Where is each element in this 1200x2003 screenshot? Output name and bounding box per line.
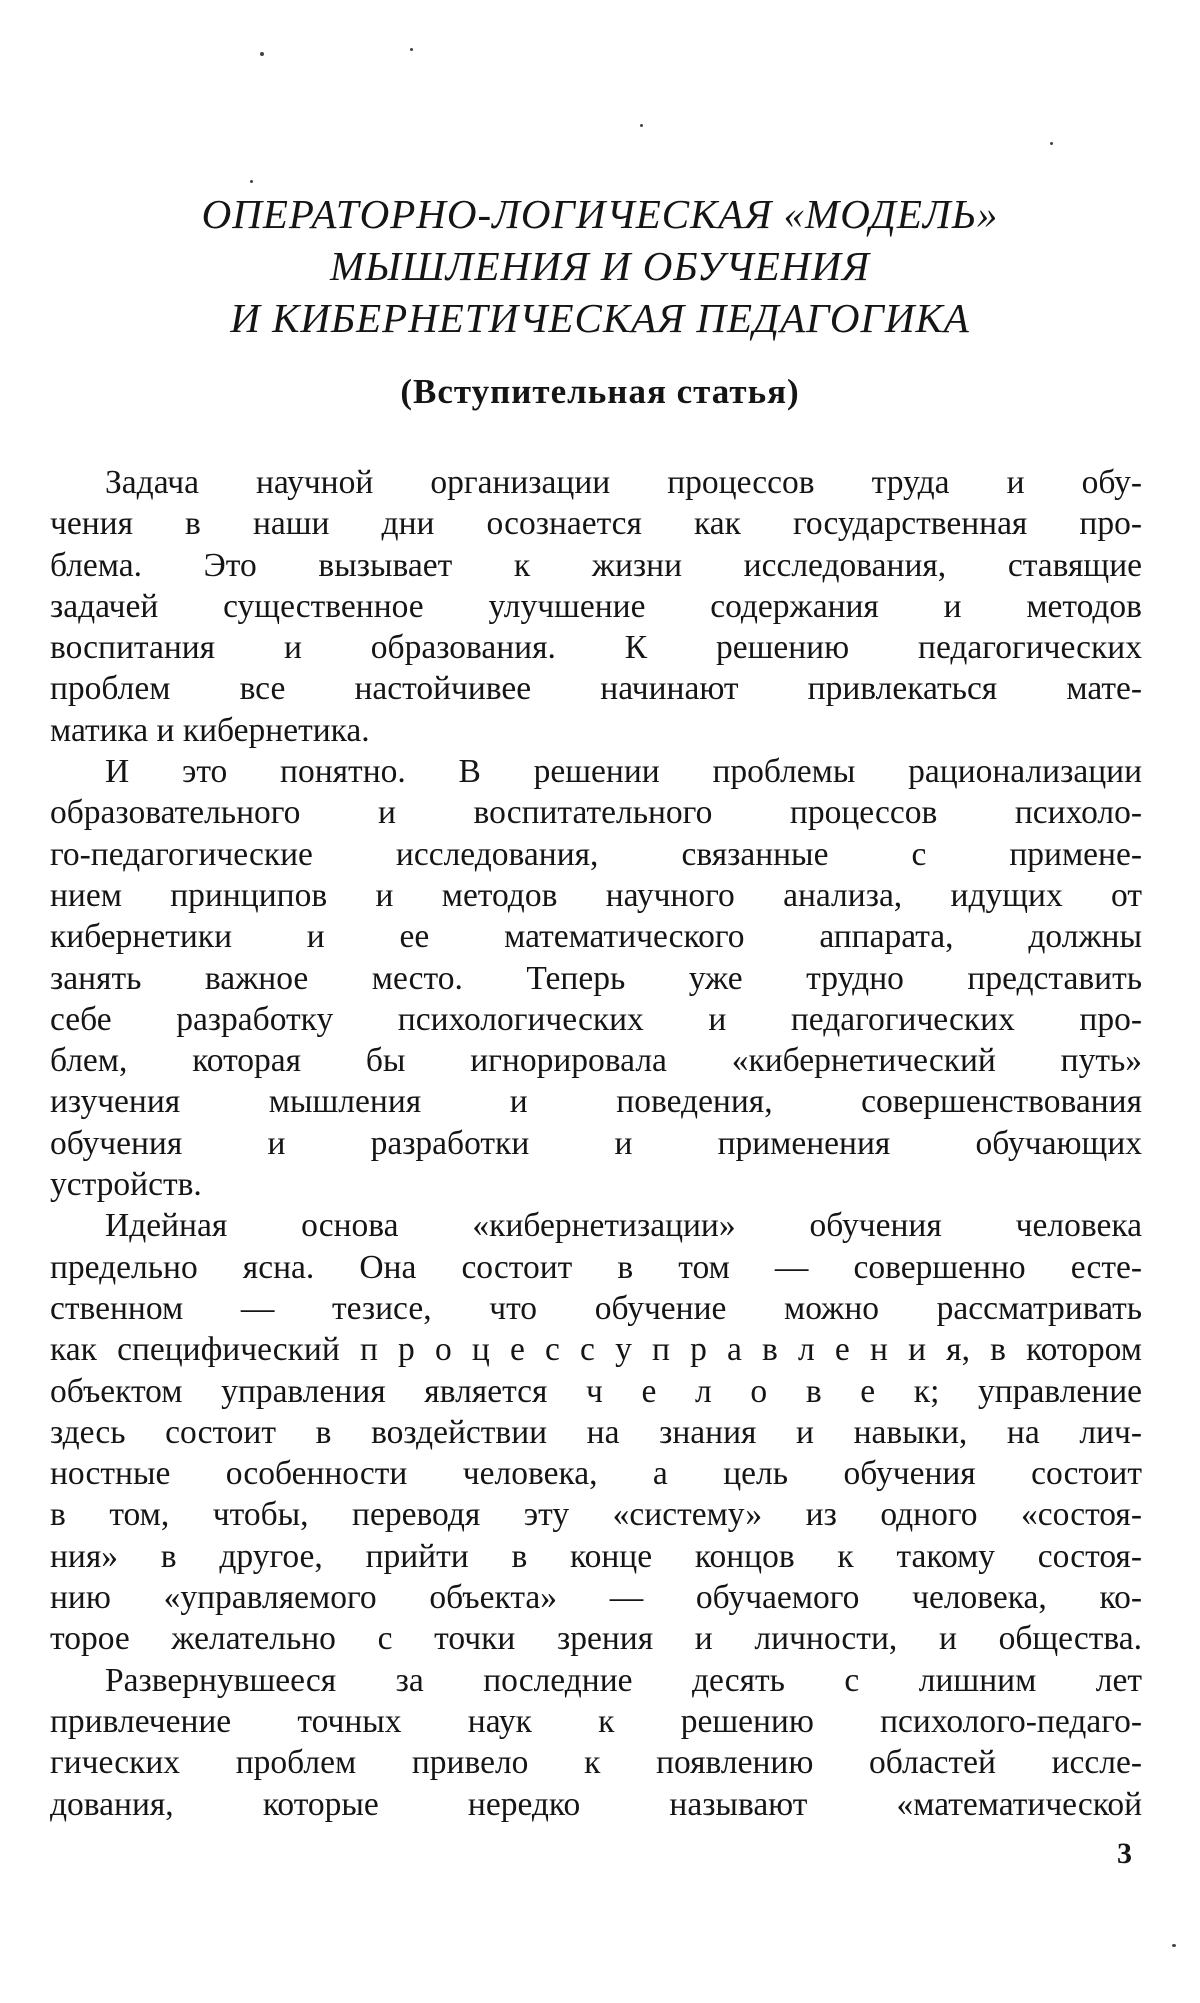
scan-speck [410, 48, 413, 51]
text-line: образовательного и воспитательного процессов психоло- [50, 794, 1142, 832]
text-line: себе разработку психологических и педагогических про- [50, 1000, 1142, 1038]
scan-speck [1172, 1944, 1176, 1947]
paragraph-3 [50, 1205, 1142, 1659]
text-line: объектом управления является ч е л о в е к; управление [50, 1372, 1142, 1410]
text-line: го-педагогические исследования, связанные с примене- [50, 835, 1142, 873]
text-line: задачей существенное улучшение содержания и методов [50, 587, 1142, 625]
text-line: ственном — тезисе, что обучение можно рассматривать [50, 1289, 1142, 1327]
text-line: матика и кибернетика. [50, 711, 370, 749]
text-line: И это понятно. В решении проблемы рационализации [105, 753, 1142, 791]
text-line: гических проблем привело к появлению областей иссле- [50, 1744, 1142, 1782]
text-line: устройств. [50, 1166, 202, 1204]
paragraph-1 [50, 462, 1142, 751]
text-line: проблем все настойчивее начинают привлекаться мате- [50, 670, 1142, 708]
text-line: как специфический п р о ц е с с у п р а в л е н и я, в котором [50, 1331, 1142, 1369]
scan-speck [1050, 142, 1053, 145]
article-header [100, 188, 1100, 414]
article-body [50, 462, 1142, 1825]
text-line: в том, чтобы, переводя эту «систему» из одного «состоя- [50, 1496, 1142, 1534]
scan-speck [250, 180, 253, 183]
text-line: ностные особенности человека, а цель обучения состоит [50, 1455, 1142, 1493]
text-line: Идейная основа «кибернетизации» обучения человека [105, 1207, 1142, 1245]
text-line: нием принципов и методов научного анализа, идущих от [50, 876, 1142, 914]
text-line: предельно ясна. Она состоит в том — совершенно есте- [50, 1248, 1142, 1286]
text-line: воспитания и образования. К решению педагогических [50, 629, 1142, 667]
article-subtitle: (Вступительная статья) [400, 372, 800, 411]
text-line: блем, которая бы игнорировала «кибернетический путь» [50, 1042, 1142, 1080]
text-line: здесь состоит в воздействии на знания и навыки, на лич- [50, 1413, 1142, 1451]
text-line: чения в наши дни осознается как государственная про- [50, 505, 1142, 543]
scan-speck [260, 52, 264, 56]
text-line: Задача научной организации процессов труда и обу- [105, 464, 1142, 501]
text-line: нию «управляемого объекта» — обучаемого человека, ко- [50, 1579, 1142, 1617]
title-line-2: МЫШЛЕНИЯ И ОБУЧЕНИЯ [330, 243, 870, 289]
text-line: торое желательно с точки зрения и личности, и общества. [50, 1620, 1142, 1658]
text-line: дования, которые нередко называют «математической [50, 1785, 1142, 1823]
text-line: изучения мышления и поведения, совершенствования [50, 1083, 1142, 1121]
text-line: занять важное место. Теперь уже трудно представить [50, 959, 1142, 997]
paragraph-2 [50, 751, 1142, 1205]
text-line: блема. Это вызывает к жизни исследования, ставящие [50, 546, 1142, 584]
text-line: кибернетики и ее математического аппарата, должны [50, 918, 1142, 956]
title-line-3: И КИБЕРНЕТИЧЕСКАЯ ПЕДАГОГИКА [230, 295, 970, 341]
page-number: 3 [1117, 1837, 1132, 1870]
text-line: Развернувшееся за последние десять с лишним лет [105, 1661, 1142, 1699]
paragraph-4 [50, 1660, 1142, 1825]
text-line: привлечение точных наук к решению психолого-педаго- [50, 1702, 1142, 1740]
text-line: ния» в другое, прийти в конце концов к такому состоя- [50, 1537, 1142, 1575]
scan-speck [640, 124, 643, 127]
text-line: обучения и разработки и применения обучающих [50, 1124, 1142, 1162]
title-line-1: ОПЕРАТОРНО-ЛОГИЧЕСКАЯ «МОДЕЛЬ» [201, 191, 999, 237]
